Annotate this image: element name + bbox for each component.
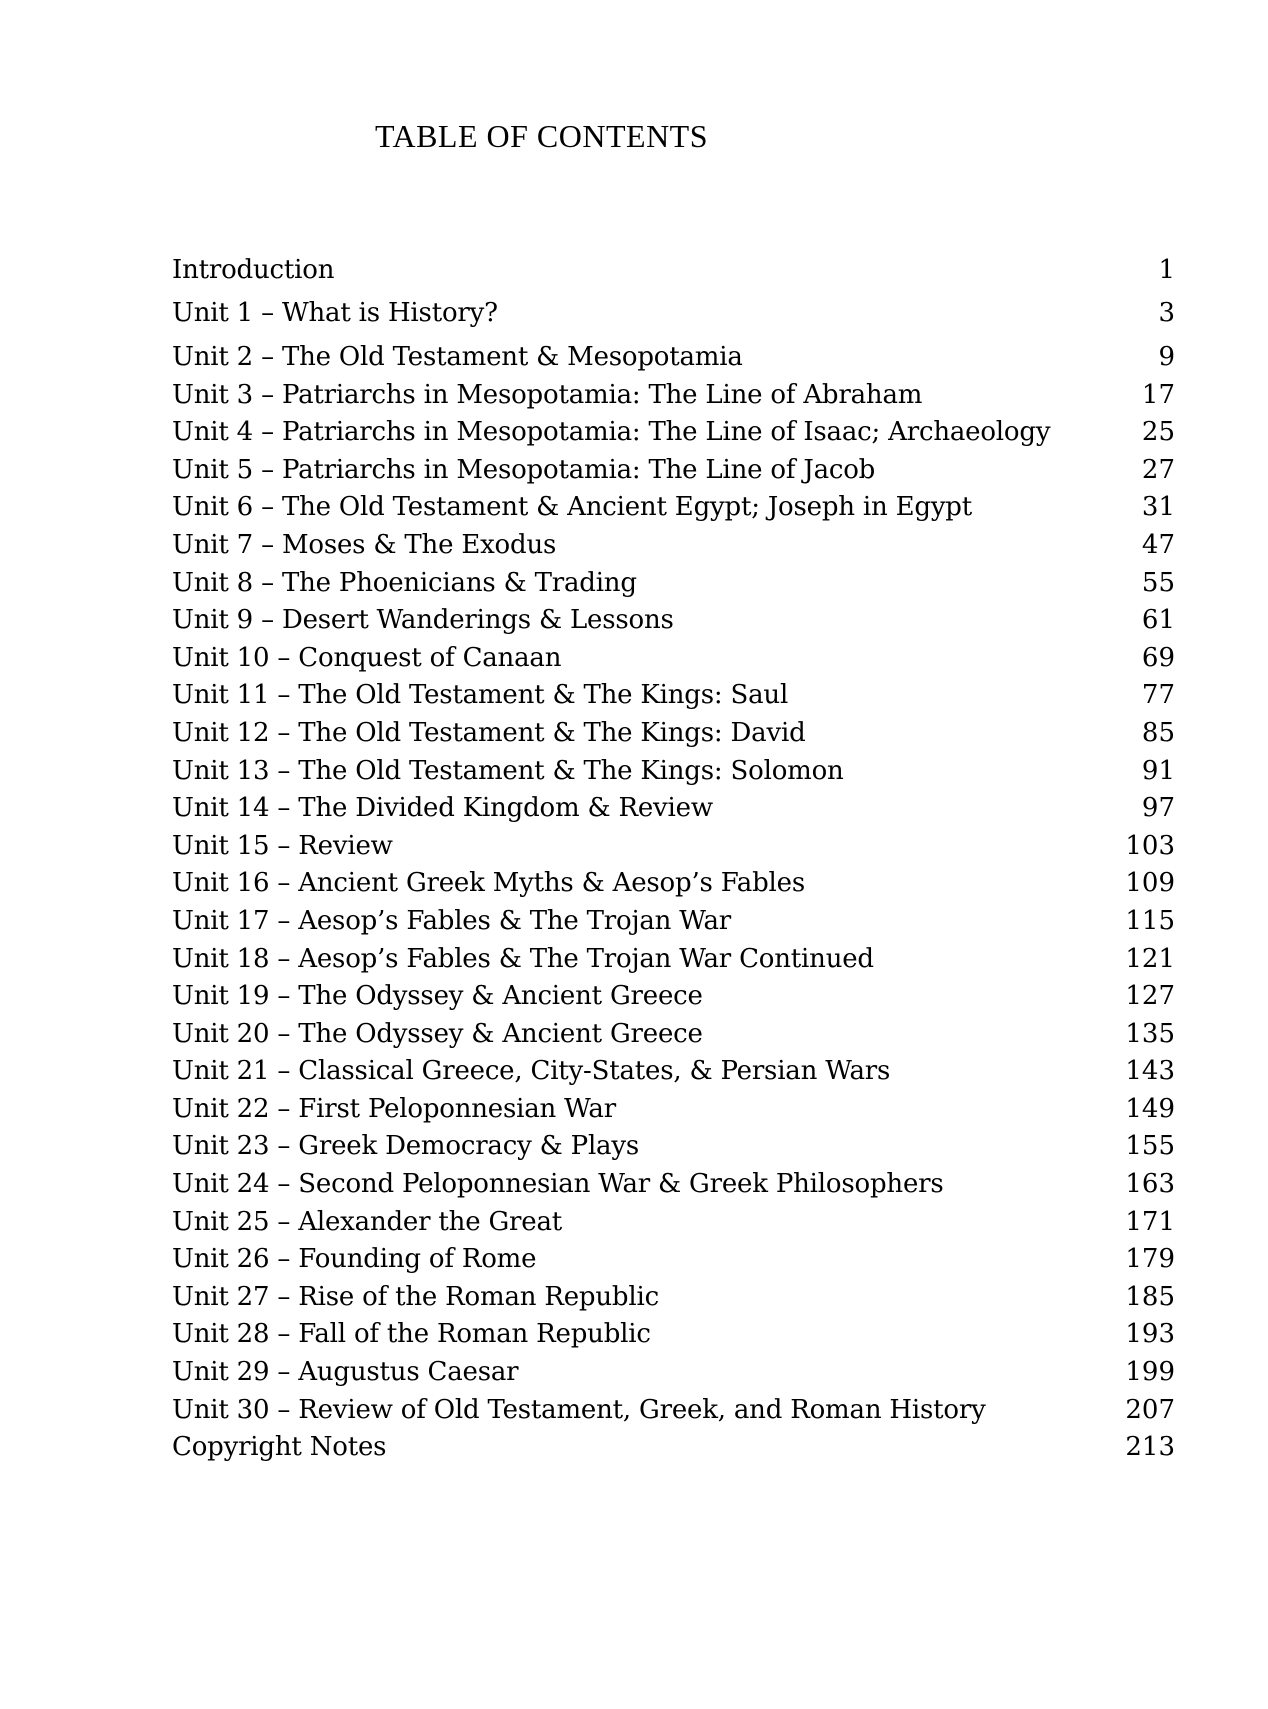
toc-entry[interactable] (172, 677, 1175, 715)
toc-entry[interactable] (172, 1204, 1175, 1242)
toc-entry[interactable] (172, 1316, 1175, 1354)
toc-entry-title: Unit 13 – The Old Testament & The Kings: Solomon (172, 755, 844, 786)
toc-entry-page-number: 163 (1125, 1169, 1175, 1200)
toc-entry[interactable] (172, 865, 1175, 903)
toc-entry[interactable] (172, 527, 1175, 565)
toc-entry-page-number: 85 (1141, 717, 1175, 748)
toc-entry-title: Unit 3 – Patriarchs in Mesopotamia: The Line of Abraham (172, 379, 923, 410)
toc-entry[interactable] (172, 565, 1175, 603)
toc-entry-page-number: 47 (1141, 529, 1175, 560)
toc-entry[interactable] (172, 753, 1175, 791)
toc-entry-title: Copyright Notes (172, 1432, 387, 1463)
toc-entry-page-number: 17 (1141, 379, 1175, 410)
toc-entry-page-number: 185 (1125, 1281, 1175, 1312)
toc-entry-title: Unit 2 – The Old Testament & Mesopotamia (172, 342, 743, 372)
toc-entry-page-number: 115 (1125, 905, 1175, 936)
toc-entry-title: Unit 23 – Greek Democracy & Plays (172, 1131, 639, 1162)
toc-entry-title: Unit 19 – The Odyssey & Ancient Greece (172, 981, 703, 1012)
toc-entry-title: Introduction (172, 255, 335, 285)
toc-entry-title: Unit 22 – First Peloponnesian War (172, 1093, 616, 1124)
toc-entry[interactable] (172, 715, 1175, 753)
toc-entry-title: Unit 29 – Augustus Caesar (172, 1357, 519, 1388)
toc-entry-title: Unit 11 – The Old Testament & The Kings: Saul (172, 680, 789, 711)
toc-entry-title: Unit 6 – The Old Testament & Ancient Egypt; Joseph in Egypt (172, 492, 973, 523)
toc-entry[interactable] (172, 1241, 1175, 1279)
toc-entry-page-number: 27 (1141, 454, 1175, 485)
toc-entry[interactable] (172, 828, 1175, 866)
toc-entry[interactable] (172, 452, 1175, 490)
toc-entry[interactable] (172, 1392, 1175, 1430)
toc-entry-title: Unit 12 – The Old Testament & The Kings: David (172, 717, 806, 748)
toc-entry[interactable] (172, 602, 1175, 640)
toc-entry-title: Unit 24 – Second Peloponnesian War & Greek Philosophers (172, 1169, 944, 1200)
toc-entry[interactable] (172, 941, 1175, 979)
toc-entry-title: Unit 16 – Ancient Greek Myths & Aesop’s Fables (172, 868, 805, 899)
toc-entry-title: Unit 8 – The Phoenicians & Trading (172, 567, 637, 598)
toc-entry[interactable] (172, 377, 1175, 415)
toc-entry[interactable] (172, 1354, 1175, 1392)
toc-entry-title: Unit 20 – The Odyssey & Ancient Greece (172, 1018, 703, 1049)
toc-entry-page-number: 3 (1158, 298, 1175, 328)
toc-entry-page-number: 135 (1125, 1018, 1175, 1049)
toc-entry-title: Unit 18 – Aesop’s Fables & The Trojan War Continued (172, 943, 874, 974)
toc-entry[interactable] (172, 640, 1175, 678)
toc-entry-page-number: 193 (1125, 1319, 1175, 1350)
toc-entry[interactable] (172, 252, 1175, 295)
toc-entry[interactable] (172, 1016, 1175, 1054)
toc-entry-page-number: 143 (1125, 1056, 1175, 1087)
toc-entry-title: Unit 26 – Founding of Rome (172, 1244, 537, 1275)
toc-entry[interactable] (172, 903, 1175, 941)
toc-entry[interactable] (172, 978, 1175, 1016)
toc-entry-title: Unit 10 – Conquest of Canaan (172, 642, 562, 673)
toc-entry-page-number: 9 (1158, 342, 1175, 372)
toc-entry-page-number: 91 (1141, 755, 1175, 786)
toc-entry-page-number: 121 (1125, 943, 1175, 974)
toc-entry-page-number: 1 (1158, 255, 1175, 285)
toc-entry-page-number: 61 (1141, 605, 1175, 636)
toc-entry-page-number: 109 (1125, 868, 1175, 899)
toc-entry[interactable] (172, 1279, 1175, 1317)
toc-entry-page-number: 199 (1125, 1357, 1175, 1388)
toc-entry-title: Unit 21 – Classical Greece, City-States, & Persian Wars (172, 1056, 891, 1087)
toc-entry-page-number: 77 (1141, 680, 1175, 711)
toc-entry-page-number: 179 (1125, 1244, 1175, 1275)
toc-entry-title: Unit 17 – Aesop’s Fables & The Trojan War (172, 905, 732, 936)
toc-entry[interactable] (172, 1128, 1175, 1166)
toc-entry-page-number: 127 (1125, 981, 1175, 1012)
toc-entry[interactable] (172, 1429, 1175, 1467)
toc-entry-page-number: 55 (1141, 567, 1175, 598)
page-title: TABLE OF CONTENTS (374, 118, 709, 154)
toc-entry-title: Unit 27 – Rise of the Roman Republic (172, 1281, 659, 1312)
toc-entry-page-number: 69 (1141, 642, 1175, 673)
toc-entry-page-number: 103 (1125, 830, 1175, 861)
toc-entry[interactable] (172, 489, 1175, 527)
toc-entry-page-number: 213 (1125, 1432, 1175, 1463)
toc-entry-page-number: 171 (1125, 1206, 1175, 1237)
toc-entry-page-number: 155 (1125, 1131, 1175, 1162)
toc-entry-page-number: 149 (1125, 1093, 1175, 1124)
toc-entry-title: Unit 4 – Patriarchs in Mesopotamia: The Line of Isaac; Archaeology (172, 417, 1051, 448)
toc-entry-title: Unit 14 – The Divided Kingdom & Review (172, 793, 713, 824)
toc-entry[interactable] (172, 1053, 1175, 1091)
toc-entry-page-number: 97 (1141, 793, 1175, 824)
table-of-contents (172, 252, 1175, 1467)
toc-entry[interactable] (172, 1166, 1175, 1204)
toc-entry-title: Unit 7 – Moses & The Exodus (172, 529, 557, 560)
toc-entry-title: Unit 28 – Fall of the Roman Republic (172, 1319, 651, 1350)
toc-entry[interactable] (172, 339, 1175, 377)
toc-entry[interactable] (172, 790, 1175, 828)
toc-entry-title: Unit 15 – Review (172, 830, 393, 861)
toc-entry-page-number: 25 (1141, 417, 1175, 448)
toc-entry-title: Unit 5 – Patriarchs in Mesopotamia: The Line of Jacob (172, 454, 876, 485)
toc-entry-page-number: 31 (1141, 492, 1175, 523)
toc-entry-title: Unit 9 – Desert Wanderings & Lessons (172, 605, 674, 636)
toc-entry-title: Unit 25 – Alexander the Great (172, 1206, 562, 1237)
toc-entry-page-number: 207 (1125, 1394, 1175, 1425)
toc-entry[interactable] (172, 295, 1175, 339)
toc-entry[interactable] (172, 1091, 1175, 1129)
toc-entry-title: Unit 30 – Review of Old Testament, Greek, and Roman History (172, 1394, 986, 1425)
toc-entry[interactable] (172, 414, 1175, 452)
toc-entry-title: Unit 1 – What is History? (172, 298, 498, 328)
